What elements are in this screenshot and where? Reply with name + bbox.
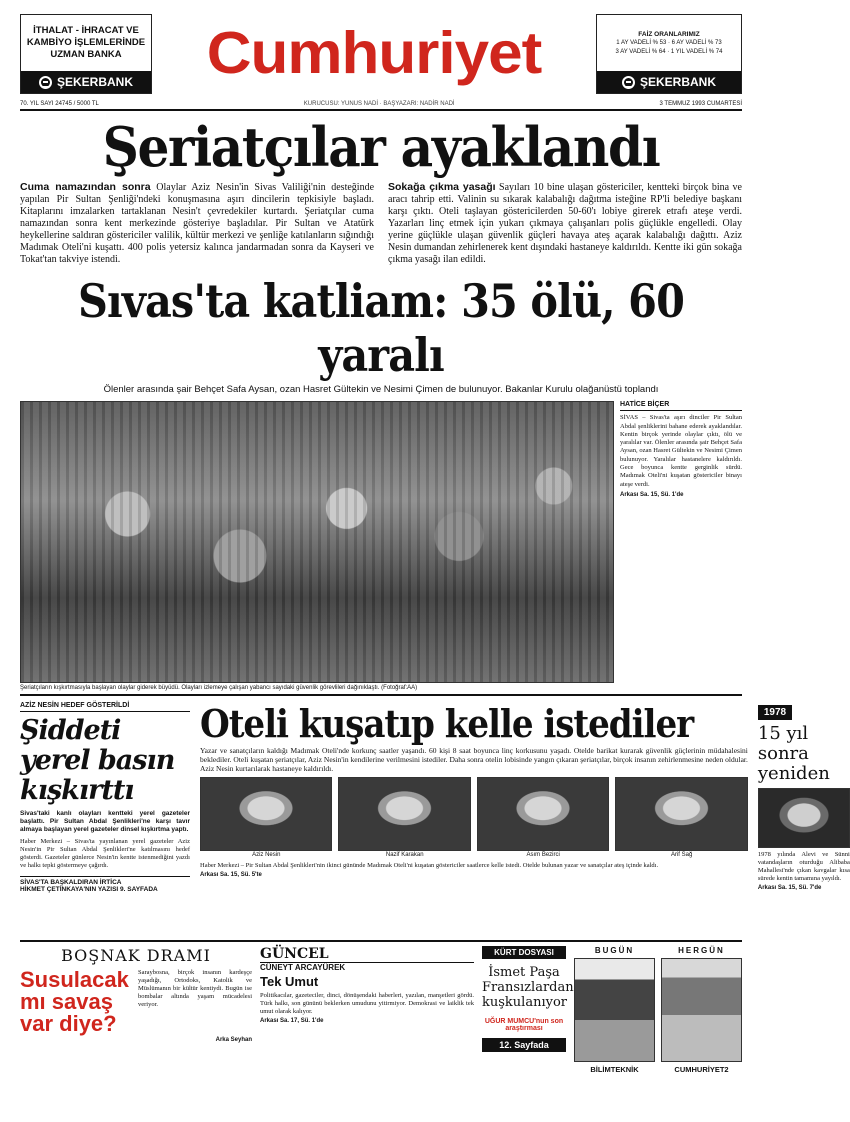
supplement-bilimteknik[interactable] bbox=[574, 946, 655, 1092]
portrait-label: Asım Bezirci bbox=[526, 852, 560, 858]
rates-title: FAİZ ORANLARIMIZ bbox=[638, 30, 700, 38]
kurt-badge: KÜRT DOSYASI bbox=[482, 946, 566, 959]
story-cuma bbox=[20, 181, 374, 266]
story-yasak bbox=[388, 181, 742, 266]
bank-name-right: ŞEKERBANK bbox=[639, 75, 716, 89]
left-headline: Şiddeti yerel basın kışkırttı bbox=[20, 715, 175, 806]
side-byline: HATİCE BİÇER bbox=[620, 401, 742, 411]
side-text: SİVAS – Sivas'ta aşırı dinciler Pir Sultan Abdal şenliklerini bahane ederek ayaklandılar. Kentin birçok yerinde olaylar çıktı, ölü ve yaralılar var. Ölenler arasında şair Behçet Safa Aysan, ozan Hasret Gültekin ve Nesimi Çimen bulunuyor. Yaralılar hastanelere kaldırıldı. Gece boyunca kentte gerginlik sürdü. Madımak Oteli'ni kuşatan göstericiler binayı ateşe verdi. bbox=[620, 414, 742, 488]
portrait-photo bbox=[615, 777, 747, 851]
issue-date: 3 TEMMUZ 1993 CUMARTESİ bbox=[659, 101, 742, 107]
story-yasak-lead: Sokağa çıkma yasağı bbox=[388, 181, 496, 193]
supplements bbox=[574, 946, 742, 1092]
story-yasak-text: Sayıları 10 bine ulaşan göstericiler, kentteki birçok bina ve aracı tahrip etti. Valinin su sıkarak kalabalığı dağıtma isteğine RP'li belediye başkanı karşı çıktı. Oteli taşlayan göstericilerden 50-60'ı lobiye girerek etrafı ateşe verdi. Yazarları linç etmek için yukarı çıkmaya çalışanları polis güçlükle engelledi. Olay yerine güçlükle ulaşan güvenlik güçleri havaya ateş açarak kalabalığı dağıttı. Aziz Nesin dumandan zehirlenerek kent dışındaki hastaneye kaldırıldı. Kentte iki gün sokağa çıkma yasağı ilan edildi. bbox=[388, 182, 742, 265]
center-column bbox=[200, 702, 748, 934]
guncel-title: GÜNCEL bbox=[260, 946, 474, 963]
portrait-item bbox=[615, 777, 747, 858]
kurt-page-ref[interactable]: 12. Sayfada bbox=[482, 1038, 566, 1052]
portrait-item bbox=[338, 777, 470, 858]
sekerbank-logo-icon bbox=[39, 76, 52, 89]
bosnak-box bbox=[20, 946, 252, 1092]
portrait-label: Arif Sağ bbox=[670, 852, 693, 858]
center-headline: Oteli kuşatıp kelle istediler bbox=[200, 701, 694, 746]
right-column bbox=[758, 702, 850, 934]
rates-line-1: 1 AY VADELİ % 53 · 6 AY VADELİ % 73 bbox=[616, 39, 722, 46]
portrait-photo bbox=[338, 777, 470, 851]
right-continued-ref[interactable]: Arkası Sa. 15, Sü. 7'de bbox=[757, 885, 822, 891]
founders: KURUCUSU: YUNUS NADİ · BAŞYAZARI: NADİR NADİ bbox=[303, 101, 455, 107]
guncel-text: Politikacılar, gazeteciler, dinci, dönüşendaki haberleri, yazılan, manşetleri gördü. Türk halkı, son gününü beklerken umudunu yitirmiyor. Demokrasi ve laiklik tek umut olarak kalıyor. bbox=[260, 992, 474, 1015]
photo-row bbox=[20, 401, 742, 683]
right-text: 1978 yılında Alevi ve Sünni vatandaşların oturduğu Alibaba Mahallesi'nde çıkan kavgalar kısa sürede kentin tamamına yayıldı. bbox=[757, 851, 850, 882]
newspaper-logo bbox=[162, 14, 586, 94]
side-continued-ref[interactable]: Arkası Sa. 15, Sü. 1'de bbox=[620, 491, 684, 498]
supplement-day: BUGÜN bbox=[594, 946, 635, 955]
guncel-headline: Tek Umut bbox=[260, 974, 319, 989]
bosnak-headline: Susulacak mı savaş var diye? bbox=[20, 967, 129, 1036]
left-column bbox=[20, 702, 190, 934]
year-badge: 1978 bbox=[758, 705, 792, 720]
supplement-day: HERGÜN bbox=[678, 946, 725, 955]
side-report bbox=[620, 401, 742, 683]
footer-strip bbox=[20, 940, 742, 1092]
crowd-photo bbox=[20, 401, 614, 683]
portrait-item bbox=[477, 777, 609, 858]
portrait-label: Aziz Nesin bbox=[252, 852, 281, 858]
left-kicker: AZİZ NESİN HEDEF GÖSTERİLDİ bbox=[20, 702, 190, 712]
guncel-box bbox=[260, 946, 474, 1092]
second-headline: Sıvas'ta katliam: 35 ölü, 60 yaralı bbox=[78, 274, 684, 382]
interest-rates bbox=[597, 15, 741, 71]
supplement-name: BİLİMTEKNİK bbox=[590, 1065, 639, 1074]
main-headline: Şeriatçılar ayaklandı bbox=[102, 115, 660, 179]
photo-caption: Şeriatçıların kışkırtmasıyla başlayan olaylar giderek büyüdü. Olayları izlemeye çalışan yabancı sayıdaki güvenlik görevlileri dağınıklaştı. (Fotoğraf:AA) bbox=[20, 685, 742, 696]
kurt-promo: UĞUR MUMCU'nun son araştırması bbox=[484, 1018, 564, 1032]
kurt-box bbox=[482, 946, 574, 1092]
supplement-cumhuriyet2[interactable] bbox=[661, 946, 742, 1092]
left-text: Haber Merkezi – Sivas'ta yayınlanan yerel gazeteler Aziz Nesin'in Pir Sultan Abdal Şenlikleri'ne katılmasını hedef gösterdi. Gazeteler günlerce Nesin'in kentte istenmediğini yazdı ve halkı tepki göstermeye çağırdı. bbox=[20, 838, 190, 869]
center-text: Haber Merkezi – Pir Sultan Abdal Şenlikleri'nin ikinci gününde Madımak Oteli'ni kuşatan göstericiler saatlerce kelle istedi. Otelde bulunan yazar ve sanatçılar ateş içinde kaldı. bbox=[200, 862, 659, 869]
lower-section bbox=[20, 701, 850, 934]
center-lead: Yazar ve sanatçıların kaldığı Madımak Oteli'nde korkunç saatler yaşandı. 60 kişi 8 saat boyunca linç korkusunu yaşadı. Otelde barikat kurarak güvenlik güçlerinin müdahalesini beklediler. Oteli kuşatan şeriatçılar, Aziz Nesin'in kendilerine verilmesini istediler. Daha sonra otelin lobisinde yangın çıkaran şeriatçılar, birçok insanın zehirlenmesine neden oldular. Aziz Nesin kurtarılarak hastaneye kaldırıldı. bbox=[200, 746, 748, 773]
guncel-continued-ref[interactable]: Arkası Sa. 17, Sü. 1'de bbox=[260, 1018, 324, 1024]
left-footer-1: SİVAS'TA BAŞKALDIRAN İRTİCA bbox=[20, 876, 190, 886]
supplement-cover bbox=[661, 958, 742, 1062]
bosnak-title: BOŞNAK DRAMI bbox=[61, 946, 211, 965]
portrait-label: Nazif Karakan bbox=[385, 852, 424, 858]
portrait-photo bbox=[200, 777, 332, 851]
portraits bbox=[200, 777, 748, 858]
right-headline: 15 yıl sonra yeniden bbox=[757, 723, 830, 784]
supplement-name: CUMHURİYET2 bbox=[674, 1065, 729, 1074]
sekerbank-logo-icon bbox=[622, 76, 635, 89]
supplement-cover bbox=[574, 958, 655, 1062]
left-bank-ad[interactable] bbox=[20, 14, 152, 94]
dateline bbox=[20, 98, 742, 111]
right-bank-ad[interactable] bbox=[596, 14, 742, 94]
guncel-author: CÜNEYT ARCAYÜREK bbox=[260, 963, 346, 972]
rates-line-2: 3 AY VADELİ % 64 · 1 YIL VADELİ % 74 bbox=[615, 48, 723, 55]
bank-name-left: ŞEKERBANK bbox=[56, 75, 133, 89]
left-intro: Sivas'taki kanlı olayları kentteki yerel gazeteler başlattı. Pir Sultan Abdal Şenlikleri'ne karşı tavır almaya başlayan yerel gazeteler dinsel kışkırtma yaptı. bbox=[20, 810, 190, 833]
left-ad-text: İTHALAT - İHRACAT VE KAMBİYO İŞLEMLERİNDE UZMAN BANKA bbox=[26, 25, 146, 60]
lead-stories bbox=[20, 181, 742, 266]
logo-text: Cumhuriyet bbox=[206, 20, 542, 87]
portrait-photo bbox=[477, 777, 609, 851]
portrait-item bbox=[200, 777, 332, 858]
story-cuma-text: Olaylar Aziz Nesin'in Sivas Valiliği'nin desteğinde yapılan Pir Sultan Şenliği'ndeki konuşmasına aşırı dincilerin tepkisiyle başladı. Kitaplarını imzalarken tartaklanan Nesin't çevredekiler kurtardı. Şeriatçılar cuma namazından sonra kent merkezinde gösteriye başladılar. Pir Sultan ve Atatürk heykellerine saldıran göstericiler valilik, kültür merkezi ve şenliğe katılanların sığındığı Madımak Oteli'ni kuşattı. 400 polis yetersiz kalınca jandarmadan sonra da Kayseri ve Tokat'tan takviye istendi. bbox=[20, 182, 375, 265]
second-subhead: Ölenler arasında şair Behçet Safa Aysan, ozan Hasret Gültekin ve Nesimi Çimen de bulunuyor. Bakanlar Kurulu olağanüstü toplandı bbox=[103, 384, 659, 395]
issue-info: 70. YIL SAYI 24745 / 5000 TL bbox=[20, 101, 99, 107]
center-continued-ref[interactable]: Arkası Sa. 15, Sü. 5'te bbox=[200, 872, 262, 878]
bosnak-text: Saraybosna, birçok insanın kardeşçe yaşadığı, Ortodoks, Katolik ve Müslümanın bir kültür kentiydi. Bugün ise bombalar altında yaşam mücadelesi veriyor. bbox=[138, 969, 252, 1008]
right-photo bbox=[758, 788, 850, 848]
story-cuma-lead: Cuma namazından sonra bbox=[20, 181, 151, 193]
kurt-headline: İsmet Paşa Fransızlardan kuşkulanıyor bbox=[482, 965, 574, 1010]
bosnak-byline: Arka Seyhan bbox=[215, 1037, 252, 1043]
masthead bbox=[20, 14, 742, 94]
left-footer-2[interactable]: HİKMET ÇETİNKAYA'NIN YAZISI 9. SAYFADA bbox=[20, 886, 158, 893]
